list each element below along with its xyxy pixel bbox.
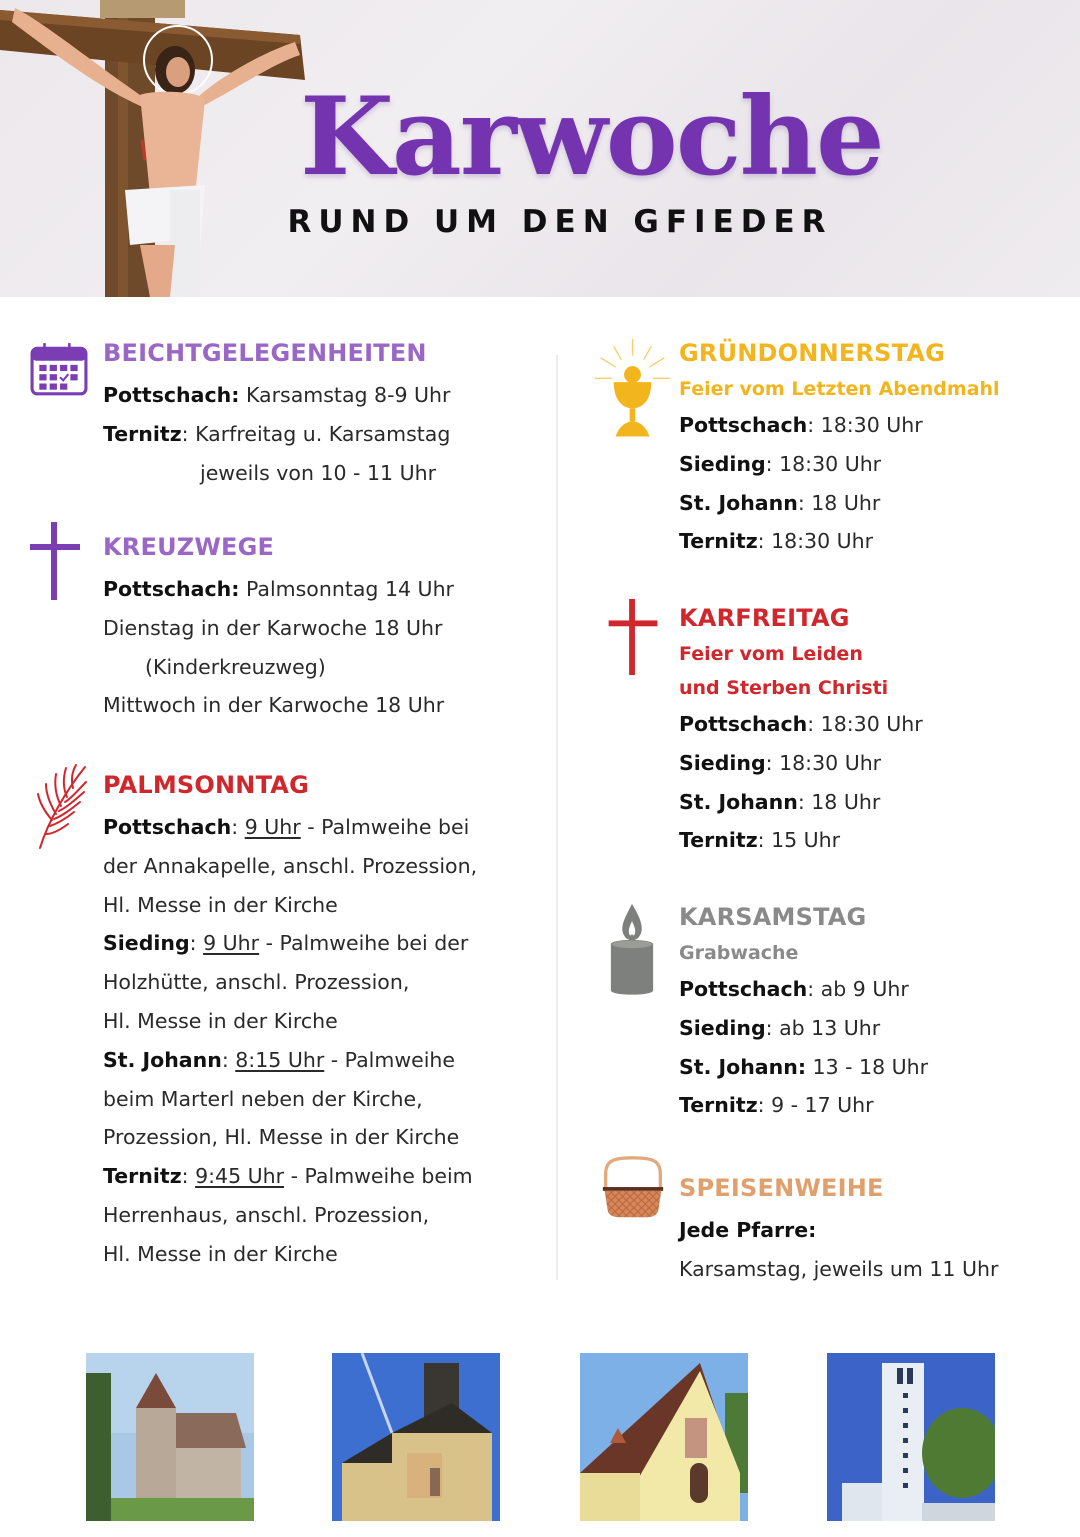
schedule-line: Hl. Messe in der Kirche	[103, 1241, 338, 1266]
section-subtitle: und Sterben Christi	[679, 677, 889, 699]
page-title: Karwoche	[300, 74, 883, 200]
schedule-line: Ternitz: 9:45 Uhr - Palmweihe beim	[103, 1164, 473, 1189]
schedule-line: Hl. Messe in der Kirche	[103, 892, 338, 917]
schedule-line: Hl. Messe in der Kirche	[103, 1008, 338, 1033]
schedule-line: Sieding: ab 13 Uhr	[679, 1015, 881, 1040]
schedule-line: Herrenhaus, anschl. Prozession,	[103, 1202, 430, 1227]
schedule-line: Ternitz: 15 Uhr	[679, 828, 841, 853]
page-subtitle: RUND UM DEN GFIEDER	[287, 204, 833, 240]
schedule-line: Pottschach: ab 9 Uhr	[679, 977, 909, 1001]
schedule-line: Pottschach: 9 Uhr - Palmweihe bei	[103, 815, 470, 839]
schedule-line: Sieding: 18:30 Uhr	[679, 451, 882, 476]
basket-icon	[600, 1155, 666, 1221]
schedule-line: Pottschach: Palmsonntag 14 Uhr	[103, 577, 454, 601]
church-photo-ternitz	[827, 1353, 995, 1521]
schedule-line: Pottschach: 18:30 Uhr	[679, 413, 923, 437]
section-title: KREUZWEGE	[103, 533, 275, 561]
schedule-line: Pottschach: Karsamstag 8-9 Uhr	[103, 383, 451, 407]
church-photos	[0, 1353, 1080, 1523]
schedule-line: St. Johann: 18 Uhr	[679, 789, 881, 814]
schedule-line: Ternitz: Karfreitag u. Karsamstag	[103, 421, 451, 446]
section-subtitle: Feier vom Leiden	[679, 643, 863, 665]
schedule-line: Prozession, Hl. Messe in der Kirche	[103, 1125, 460, 1150]
schedule-line: (Kinderkreuzweg)	[145, 654, 326, 679]
palm-leaf-icon	[30, 762, 90, 852]
section-title: BEICHTGELEGENHEITEN	[103, 339, 427, 367]
section-title: KARSAMSTAG	[679, 903, 867, 931]
church-photo-st-johann	[580, 1353, 748, 1521]
schedule-line: beim Marterl neben der Kirche,	[103, 1086, 423, 1111]
schedule-line: Dienstag in der Karwoche 18 Uhr	[103, 615, 443, 640]
schedule-line: Jede Pfarre:	[679, 1218, 817, 1242]
section-title: SPEISENWEIHE	[679, 1174, 884, 1202]
schedule-line: St. Johann: 8:15 Uhr - Palmweihe	[103, 1047, 456, 1072]
schedule-line: St. Johann: 13 - 18 Uhr	[679, 1054, 929, 1079]
schedule-line: St. Johann: 18 Uhr	[679, 490, 881, 515]
schedule-line: Pottschach: 18:30 Uhr	[679, 712, 923, 736]
schedule-line: Ternitz: 18:30 Uhr	[679, 529, 874, 554]
schedule-line: Holzhütte, anschl. Prozession,	[103, 970, 410, 995]
schedule-line: Ternitz: 9 - 17 Uhr	[679, 1093, 874, 1118]
section-title: KARFREITAG	[679, 604, 850, 632]
cross-icon	[608, 599, 658, 677]
calendar-icon	[30, 340, 88, 398]
schedule-line: Karsamstag, jeweils um 11 Uhr	[679, 1256, 999, 1281]
schedule-line: Sieding: 18:30 Uhr	[679, 750, 882, 775]
schedule-line: jeweils von 10 - 11 Uhr	[200, 460, 437, 485]
crucifix-illustration	[0, 0, 320, 297]
section-title: GRÜNDONNERSTAG	[679, 339, 945, 367]
church-photo-sieding	[332, 1353, 500, 1521]
cross-icon	[30, 522, 80, 602]
section-subtitle: Feier vom Letzten Abendmahl	[679, 378, 1000, 400]
schedule-line: Sieding: 9 Uhr - Palmweihe bei der	[103, 931, 469, 956]
candle-icon	[608, 900, 656, 1000]
schedule-line: der Annakapelle, anschl. Prozession,	[103, 853, 478, 878]
chalice-icon	[595, 338, 670, 443]
section-title: PALMSONNTAG	[103, 771, 309, 799]
church-photo-pottschach	[86, 1353, 254, 1521]
header-banner	[0, 0, 1080, 297]
section-subtitle: Grabwache	[679, 942, 799, 964]
schedule-line: Mittwoch in der Karwoche 18 Uhr	[103, 693, 445, 718]
